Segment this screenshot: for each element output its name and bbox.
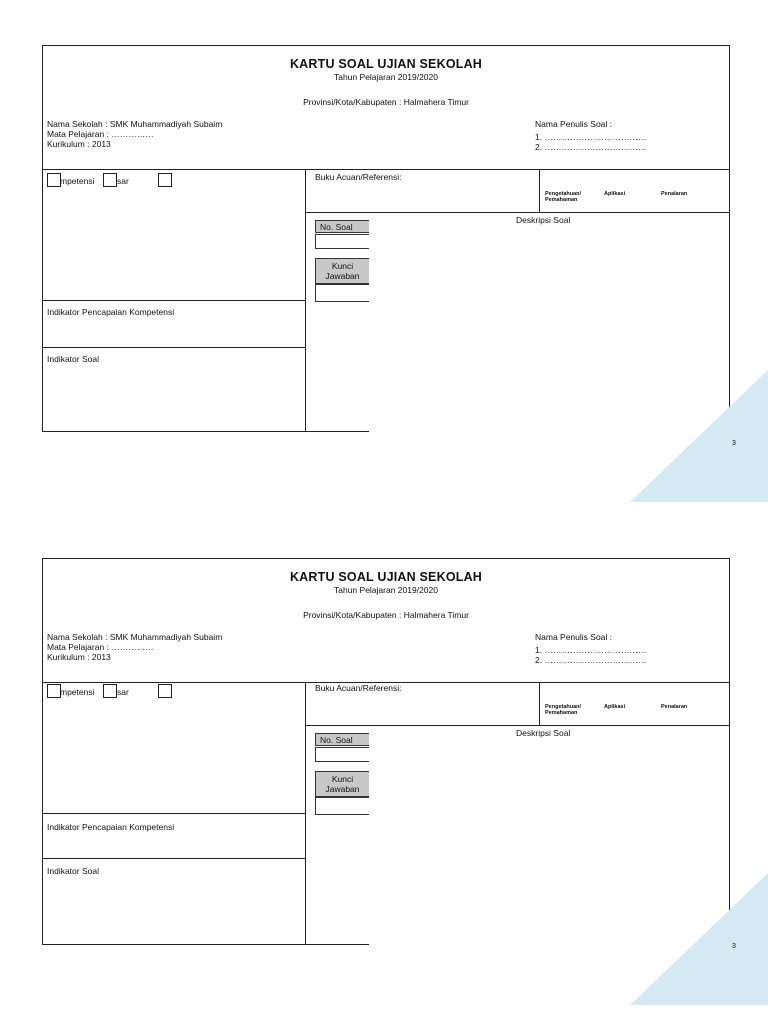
school-year: Tahun Pelajaran 2019/2020 <box>334 72 438 82</box>
subject-name: Mata Pelajaran : …………… <box>47 129 154 139</box>
level-divider <box>539 682 540 725</box>
card-top-border <box>42 45 730 46</box>
ref-divider <box>305 725 730 726</box>
school-name: Nama Sekolah : SMK Muhammadiyah Subaim <box>47 119 223 129</box>
checkbox-2[interactable] <box>103 173 117 187</box>
page-number-1: 3 <box>732 440 736 447</box>
card-title: KARTU SOAL UJIAN SEKOLAH <box>289 57 483 71</box>
column-divider <box>305 169 306 432</box>
book-reference: Buku Acuan/Referensi: <box>315 683 402 693</box>
decorative-triangle-2 <box>630 873 768 1005</box>
kd-label-part1: mpetensi <box>60 687 95 697</box>
checkbox-3[interactable] <box>158 684 172 698</box>
description-label: Deskripsi Soal <box>516 215 571 225</box>
writer-1: 1. ……………………………… <box>535 645 647 655</box>
level-reasoning: Penalaran <box>661 704 688 710</box>
card-bottom-border <box>42 944 369 945</box>
level-application: Aplikasi <box>604 704 626 710</box>
ipk-label: Indikator Pencapaian Kompetensi <box>47 822 175 832</box>
description-label: Deskripsi Soal <box>516 728 571 738</box>
page-number-2: 3 <box>732 943 736 950</box>
kd-label-part1: mpetensi <box>60 176 95 186</box>
checkbox-3[interactable] <box>158 173 172 187</box>
checkbox-2[interactable] <box>103 684 117 698</box>
kunci-header: Kunci Jawaban <box>315 771 369 797</box>
ipk-divider <box>42 300 305 301</box>
book-reference: Buku Acuan/Referensi: <box>315 172 402 182</box>
curriculum: Kurikulum : 2013 <box>47 652 111 662</box>
ipk-divider <box>42 813 305 814</box>
decorative-triangle-1 <box>630 370 768 502</box>
province-line: Provinsi/Kota/Kabupaten : Halmahera Timur <box>303 97 469 107</box>
writer-2: 2. ……………………………… <box>535 142 647 152</box>
school-year: Tahun Pelajaran 2019/2020 <box>334 585 438 595</box>
indikator-soal-label: Indikator Soal <box>47 354 99 364</box>
ipk-label: Indikator Pencapaian Kompetensi <box>47 307 175 317</box>
exam-card-2 <box>42 558 730 945</box>
writer-label: Nama Penulis Soal : <box>535 119 613 129</box>
no-soal-header: No. Soal <box>315 733 369 746</box>
no-soal-field[interactable] <box>315 747 369 762</box>
province-line: Provinsi/Kota/Kabupaten : Halmahera Timur <box>303 610 469 620</box>
level-knowledge: Pengetahuan/ Pemahaman <box>545 704 582 716</box>
no-soal-field[interactable] <box>315 234 369 249</box>
ref-divider <box>305 212 730 213</box>
level-application: Aplikasi <box>604 191 626 197</box>
writer-label: Nama Penulis Soal : <box>535 632 613 642</box>
no-soal-header: No. Soal <box>315 220 369 233</box>
card-top-border <box>42 558 730 559</box>
checkbox-1[interactable] <box>47 173 61 187</box>
indikator-divider <box>42 347 305 348</box>
kunci-header: Kunci Jawaban <box>315 258 369 284</box>
kd-label-part2: sar <box>117 687 129 697</box>
indikator-soal-label: Indikator Soal <box>47 866 99 876</box>
header-divider <box>42 169 730 170</box>
curriculum: Kurikulum : 2013 <box>47 139 111 149</box>
kunci-field[interactable] <box>315 797 369 815</box>
column-divider <box>305 682 306 945</box>
kd-label-part2: sar <box>117 176 129 186</box>
indikator-divider <box>42 858 305 859</box>
kunci-field[interactable] <box>315 284 369 302</box>
school-name: Nama Sekolah : SMK Muhammadiyah Subaim <box>47 632 223 642</box>
level-knowledge: Pengetahuan/ Pemahaman <box>545 191 582 203</box>
subject-name: Mata Pelajaran : …………… <box>47 642 154 652</box>
exam-card-1 <box>42 45 730 432</box>
level-reasoning: Penalaran <box>661 191 688 197</box>
writer-2: 2. ……………………………… <box>535 655 647 665</box>
checkbox-1[interactable] <box>47 684 61 698</box>
writer-1: 1. ……………………………… <box>535 132 647 142</box>
card-title: KARTU SOAL UJIAN SEKOLAH <box>289 570 483 584</box>
card-bottom-border <box>42 431 369 432</box>
level-divider <box>539 169 540 212</box>
